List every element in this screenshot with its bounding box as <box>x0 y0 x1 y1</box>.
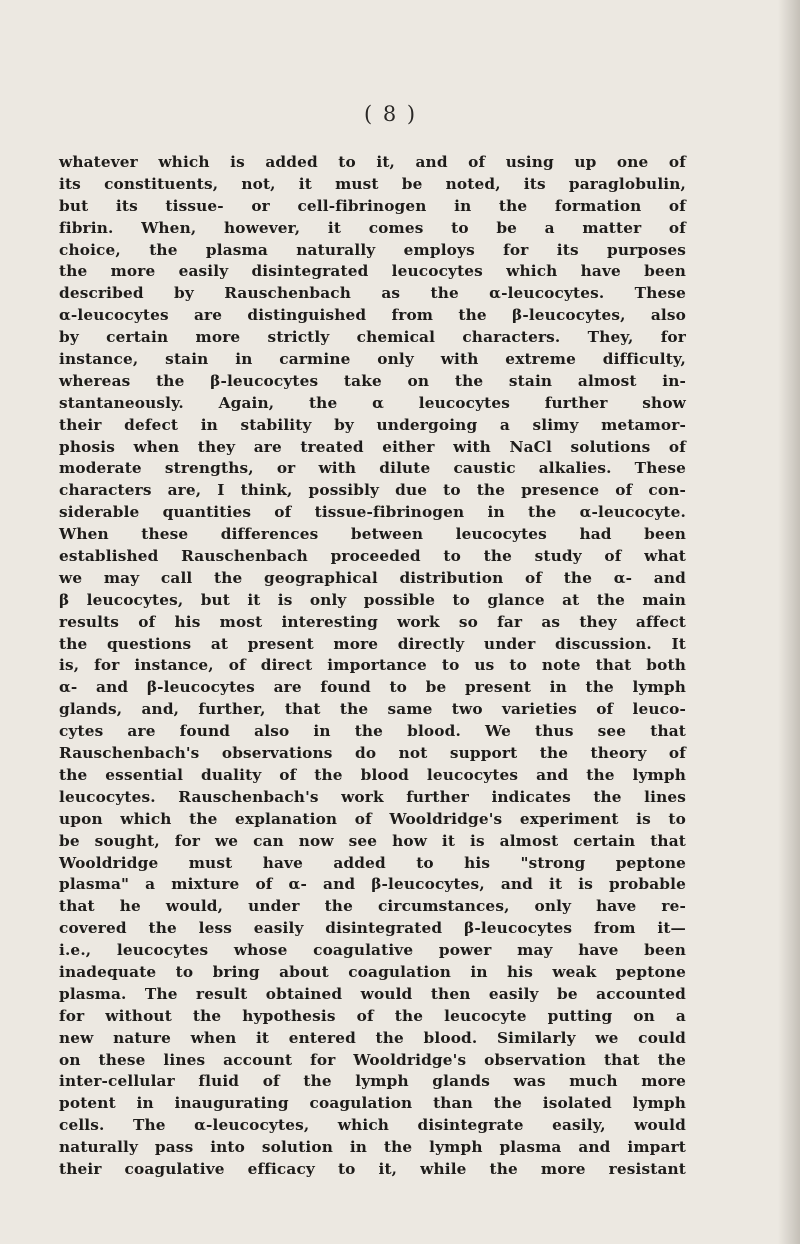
text-line: covered the less easily disintegrated β-leucocytes from it— <box>59 919 686 938</box>
text-line: its constituents, not, it must be noted, its paraglobulin, <box>59 174 686 193</box>
text-line: the essential duality of the blood leucocytes and the lymph <box>59 765 686 784</box>
text-line: leucocytes. Rauschenbach's work further indicates the lines <box>59 787 686 806</box>
text-line: that he would, under the circumstances, only have re- <box>59 897 686 916</box>
text-line: by certain more strictly chemical characters. They, for <box>59 328 686 347</box>
text-line: their coagulative efficacy to it, while the more resistant <box>59 1159 686 1178</box>
text-line: described by Rauschenbach as the α-leucocytes. These <box>59 284 686 303</box>
text-line: choice, the plasma naturally employs for its purposes <box>59 240 686 259</box>
text-line: moderate strengths, or with dilute caustic alkalies. These <box>59 459 686 478</box>
text-line: be sought, for we can now see how it is almost certain that <box>59 831 686 850</box>
text-line: their defect in stability by undergoing a slimy metamor- <box>59 415 686 434</box>
text-line: cytes are found also in the blood. We thus see that <box>59 722 686 741</box>
text-line: α-leucocytes are distinguished from the β-leucocytes, also <box>59 306 686 325</box>
text-line: Wooldridge must have added to his "strong peptone <box>59 853 686 872</box>
text-line: stantaneously. Again, the α leucocytes further show <box>59 393 686 412</box>
text-line: results of his most interesting work so far as they affect <box>59 612 686 631</box>
text-line: plasma. The result obtained would then easily be accounted <box>59 984 686 1003</box>
text-line: glands, and, further, that the same two varieties of leuco- <box>59 700 686 719</box>
text-line: instance, stain in carmine only with extreme difficulty, <box>59 350 686 369</box>
text-line: i.e., leucocytes whose coagulative power may have been <box>59 941 686 960</box>
page-number: ( 8 ) <box>364 102 418 126</box>
page-edge-shadow <box>778 0 800 1244</box>
text-line: cells. The α-leucocytes, which disintegrate easily, would <box>59 1116 686 1135</box>
text-line: inadequate to bring about coagulation in his weak peptone <box>59 962 686 981</box>
text-line: When these differences between leucocytes had been <box>59 525 686 544</box>
text-line: phosis when they are treated either with NaCl solutions of <box>59 437 686 456</box>
text-line: fibrin. When, however, it comes to be a matter of <box>59 218 686 237</box>
text-line: new nature when it entered the blood. Similarly we could <box>59 1028 686 1047</box>
text-line: established Rauschenbach proceeded to the study of what <box>59 547 686 566</box>
text-line: plasma" a mixture of α- and β-leucocytes, and it is probable <box>59 875 686 894</box>
text-line: characters are, I think, possibly due to the presence of con- <box>59 481 686 500</box>
text-line: is, for instance, of direct importance to us to note that both <box>59 656 686 675</box>
text-line: for without the hypothesis of the leucocyte putting on a <box>59 1006 686 1025</box>
body-text <box>59 152 686 1181</box>
text-line: siderable quantities of tissue-fibrinogen in the α-leucocyte. <box>59 503 686 522</box>
text-line: upon which the explanation of Wooldridge's experiment is to <box>59 809 686 828</box>
text-line: whatever which is added to it, and of using up one of <box>59 153 686 171</box>
text-line: Rauschenbach's observations do not support the theory of <box>59 744 686 763</box>
text-line: the questions at present more directly under discussion. It <box>59 634 686 653</box>
text-line: β leucocytes, but it is only possible to glance at the main <box>59 590 686 609</box>
text-line: the more easily disintegrated leucocytes which have been <box>59 262 686 281</box>
text-line: inter-cellular fluid of the lymph glands was much more <box>59 1072 686 1091</box>
text-line: naturally pass into solution in the lymph plasma and impart <box>59 1138 686 1157</box>
text-line: potent in inaugurating coagulation than the isolated lymph <box>59 1094 686 1113</box>
text-line: but its tissue- or cell-fibrinogen in the formation of <box>59 196 686 215</box>
text-line: we may call the geographical distribution of the α- and <box>59 568 686 587</box>
text-line: on these lines account for Wooldridge's observation that the <box>59 1050 686 1069</box>
text-line: α- and β-leucocytes are found to be present in the lymph <box>59 678 686 697</box>
text-line: whereas the β-leucocytes take on the stain almost in- <box>59 371 686 390</box>
